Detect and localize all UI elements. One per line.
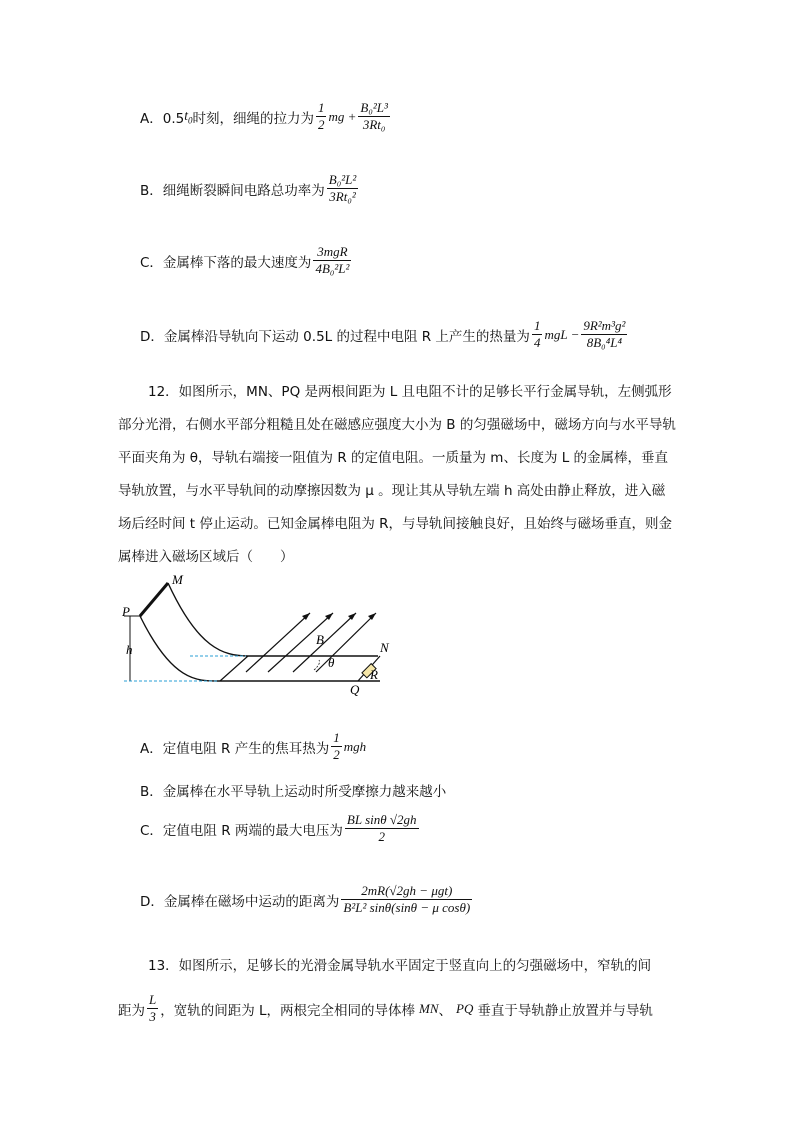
- q12-option-c: [140, 812, 421, 845]
- metal-rod: [140, 583, 168, 616]
- q12-a-text: A．定值电阻 R 产生的焦耳热为: [140, 740, 330, 757]
- label-h: h: [126, 642, 133, 657]
- q13-mn: MN: [419, 1000, 439, 1016]
- q13-sep: 、: [438, 1002, 453, 1019]
- q12-option-a: [140, 730, 366, 763]
- q12-d-text: D．金属棒在磁场中运动的距离为: [140, 893, 340, 910]
- label-r: R: [370, 667, 378, 682]
- rail-mn: [168, 583, 378, 656]
- q11-b-frac: $\frac{\text{B₀²L²}}{\text{3Rt₀²}}$: [328, 172, 357, 204]
- q11-a-t0: $t_0$: [184, 107, 193, 126]
- q11-d-frac2: $\frac{\text{9R²m³g²}}{\text{8B₀⁴L⁴}}$: [583, 318, 626, 350]
- q11-d-frac1: $\frac{1}{4}$: [533, 318, 541, 350]
- q11-a-frac1: $\frac{1}{2}$: [317, 100, 325, 132]
- q11-c-text: C．金属棒下落的最大速度为: [140, 254, 312, 271]
- q13-line2: [118, 992, 653, 1025]
- q12-stem: 12．如图所示，MN、PQ 是两根间距为 L 且电阻不计的足够长平行金属导轨，左侧弧形部分光滑，右侧水平部分粗糙且处在磁感应强度大小为 B 的匀强磁场中，磁场方向与水平导轨平面夹角为 θ，导轨右端接一阻值为 R 的定值电阻。一质量为 m、长度为 L 的金属棒，垂直导轨放置，与水平导轨间的动摩擦因数为 μ 。现让其从导轨左端 h 高处由静止释放，进入磁场后经时间 t 停止运动。已知金属棒电阻为 R，与导轨间接触良好，且始终与磁场垂直，则金属棒进入磁场区域后（ ）: [118, 384, 676, 565]
- q12-d-frac: $\frac{\text{2mR(√2gh − μgt)}}{\text{B²L² sinθ(sinθ − μ cosθ)}}$: [343, 883, 471, 915]
- q11-d-mid: mgL −: [544, 326, 580, 342]
- q13-tail: 垂直于导轨静止放置并与导轨: [477, 1002, 653, 1019]
- q12-a-frac: $\frac{1}{2}$: [333, 730, 340, 762]
- q11-c-frac: $\frac{\text{3mgR}}{\text{4B₀²L²}}$: [315, 244, 350, 276]
- q11-a-prefix: A．0.5: [140, 110, 185, 127]
- q12-c-text: C．定值电阻 R 两端的最大电压为: [140, 822, 343, 839]
- q13-pre: 距为: [118, 1002, 145, 1019]
- q11-option-d: [140, 318, 629, 351]
- q11-b-text: B．细绳断裂瞬间电路总功率为: [140, 182, 325, 199]
- q11-option-a: [140, 100, 392, 133]
- q13-frac: $\frac{L}{3}$: [149, 992, 157, 1024]
- q11-a-frac2: $\frac{\text{B₀²L³}}{\text{3Rt₀}}$: [360, 100, 388, 132]
- q11-d-text: D．金属棒沿导轨向下运动 0.5L 的过程中电阻 R 上产生的热量为: [140, 328, 530, 345]
- q11-option-c: [140, 244, 353, 277]
- label-m: M: [172, 572, 183, 587]
- label-n: N: [380, 640, 389, 655]
- label-b: B: [316, 632, 324, 647]
- q12-option-b: B．金属棒在水平导轨上运动时所受摩擦力越来越小: [140, 784, 447, 800]
- rail-pq: [140, 616, 380, 681]
- label-q: Q: [350, 682, 360, 697]
- q13-pq: PQ: [456, 1000, 474, 1016]
- label-p: P: [122, 604, 130, 619]
- q13-post: ，宽轨的间距为 L，两根完全相同的导体棒: [160, 1002, 416, 1019]
- q12-c-frac: $\frac{\text{BL sinθ √2gh}}{2}$: [346, 812, 417, 844]
- q13-line1: 13．如图所示，足够长的光滑金属导轨水平固定于竖直向上的匀强磁场中，窄轨的间: [148, 958, 652, 974]
- q12-a-tail: mgh: [343, 738, 367, 754]
- q11-a-mid: mg +: [328, 108, 357, 124]
- q12-option-d: [140, 883, 474, 916]
- label-theta: θ: [328, 655, 335, 670]
- q12-figure: [118, 568, 398, 698]
- q11-a-text: 时刻，细绳的拉力为: [192, 110, 314, 127]
- q11-option-b: [140, 172, 360, 205]
